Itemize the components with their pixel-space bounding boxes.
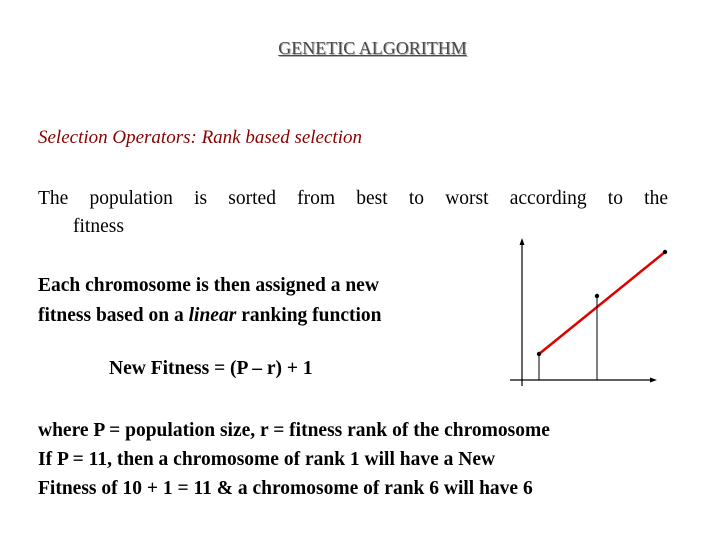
- graph-y-axis-arrow: [520, 238, 525, 245]
- graph-point-mid: [595, 294, 599, 298]
- paragraph-sorting-line2: fitness: [73, 216, 124, 237]
- graph-ranking-line: [539, 252, 665, 354]
- paragraph-example-line3: Fitness of 10 + 1 = 11 & a chromosome of rank 6 will have 6: [38, 478, 533, 499]
- paragraph-ranking-text-b: ranking function: [236, 305, 382, 326]
- graph-x-axis-arrow: [650, 378, 657, 383]
- paragraph-example-line2: If P = 11, then a chromosome of rank 1 will have a New: [38, 449, 496, 470]
- paragraph-ranking-text-a: fitness based on a: [38, 305, 189, 326]
- slide-subtitle: Selection Operators: Rank based selection: [38, 127, 362, 148]
- graph-point-end: [663, 250, 667, 254]
- paragraph-ranking-emphasis: linear: [188, 305, 237, 326]
- slide-title: GENETIC ALGORITHM: [278, 38, 467, 58]
- paragraph-example-line1: where P = population size, r = fitness rank of the chromosome: [38, 420, 550, 441]
- fitness-formula: New Fitness = (P – r) + 1: [109, 358, 313, 379]
- graph-point-start: [537, 352, 541, 356]
- paragraph-ranking-line1: Each chromosome is then assigned a new: [38, 275, 379, 296]
- paragraph-sorting-line1: The population is sorted from best to worst according to the: [38, 188, 668, 209]
